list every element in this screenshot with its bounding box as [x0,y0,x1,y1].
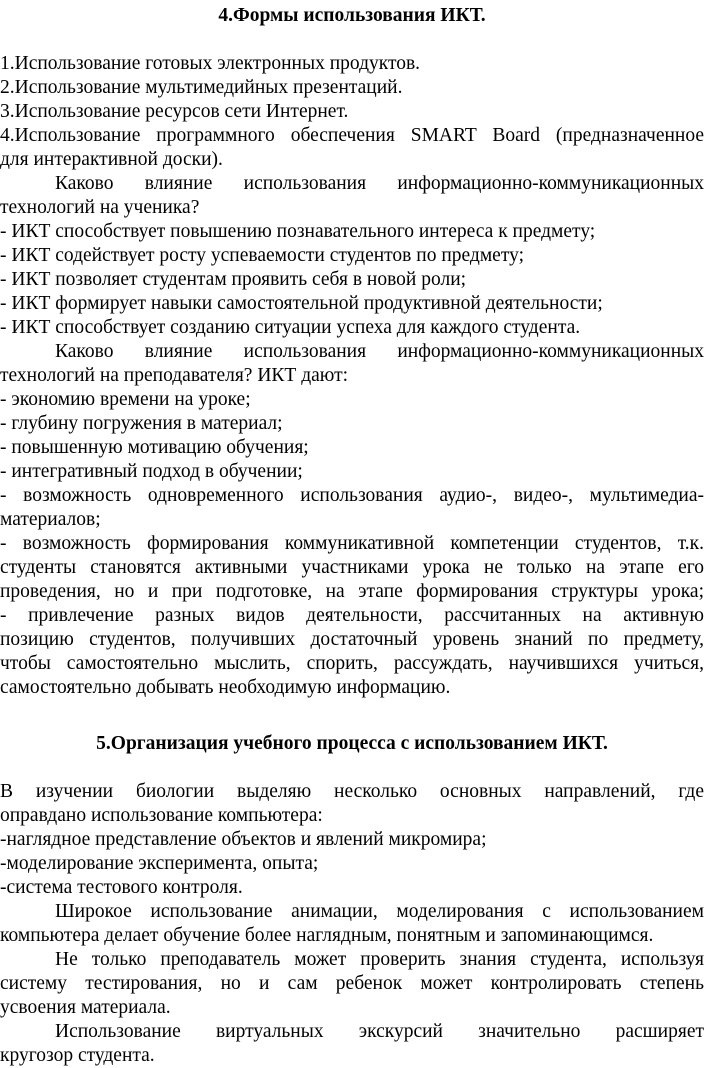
teacher-effect-item: - привлечение разных видов деятельности, рассчитанных на активную [0,605,704,626]
teacher-effect-item-cont: материалов; [0,509,101,530]
testing-paragraph-line-1: Не только преподаватель может проверить знания студента, используя [55,949,704,970]
teacher-effect-item-cont: чтобы самостоятельно мыслить, спорить, рассуждать, научившихся учиться, [0,653,704,674]
section-4-heading: 4.Формы использования ИКТ. [218,5,486,26]
teacher-effect-item-cont: проведения, но и при подготовке, на этапе формирования структуры урока; [0,581,704,602]
teacher-effect-item: - глубину погружения в материал; [0,413,283,434]
forms-item-1: 1.Использование готовых электронных продуктов. [0,53,421,74]
students-effect-item: - ИКТ способствует повышению познавательного интереса к предмету; [0,221,596,242]
forms-item-4: 4.Использование программного обеспечения SMART Board (предназначенное [0,125,704,146]
intro-line: В изучении биологии выделяю несколько основных направлений, где [0,781,704,802]
section-5-heading: 5.Организация учебного процесса с использованием ИКТ. [96,733,608,754]
students-question-line-1: Каково влияние использования информационно-коммуникационных [55,173,704,194]
forms-item-2: 2.Использование мультимедийных презентаций. [0,77,403,98]
animation-paragraph-line-2: компьютера делает обучение более наглядным, понятным и запоминающимся. [0,925,654,946]
intro-line: оправдано использование компьютера: [0,805,323,826]
students-effect-item: - ИКТ позволяет студентам проявить себя в новой роли; [0,269,467,290]
students-effect-item: - ИКТ содействует росту успеваемости студентов по предмету; [0,245,524,266]
students-effect-item: - ИКТ формирует навыки самостоятельной продуктивной деятельности; [0,293,603,314]
teacher-effect-item: - возможность одновременного использования аудио-, видео-, мультимедиа- [0,485,704,506]
students-question-line-2: технологий на ученика? [0,197,200,218]
direction-item: -моделирование эксперимента, опыта; [0,853,319,874]
testing-paragraph-line-3: усвоения материала. [0,997,171,1018]
teacher-effect-item-cont: позицию студентов, получивших достаточный уровень знаний по предмету, [0,629,704,650]
animation-paragraph-line-1: Широкое использование анимации, моделирования с использованием [55,901,704,922]
teacher-question-line-1: Каково влияние использования информационно-коммуникационных [55,341,704,362]
forms-item-3: 3.Использование ресурсов сети Интернет. [0,101,349,122]
forms-item-4-cont: для интерактивной доски). [0,149,223,170]
teacher-effect-item-cont: студенты становятся активными участниками урока не только на этапе его [0,557,704,578]
direction-item: -система тестового контроля. [0,877,243,898]
excursions-paragraph-line-2: кругозор студента. [0,1045,155,1066]
excursions-paragraph-line-1: Использование виртуальных экскурсий значительно расширяет [55,1021,704,1042]
teacher-effect-item: - экономию времени на уроке; [0,389,251,410]
teacher-effect-item-cont: самостоятельно добывать необходимую информацию. [0,677,451,698]
testing-paragraph-line-2: систему тестирования, но и сам ребенок может контролировать степень [0,973,704,994]
direction-item: -наглядное представление объектов и явлений микромира; [0,829,487,850]
students-effect-item: - ИКТ способствует созданию ситуации успеха для каждого студента. [0,317,581,338]
teacher-question-line-2: технологий на преподавателя? ИКТ дают: [0,365,349,386]
teacher-effect-item: - повышенную мотивацию обучения; [0,437,309,458]
teacher-effect-item: - возможность формирования коммуникативной компетенции студентов, т.к. [0,533,704,554]
teacher-effect-item: - интегративный подход в обучении; [0,461,303,482]
